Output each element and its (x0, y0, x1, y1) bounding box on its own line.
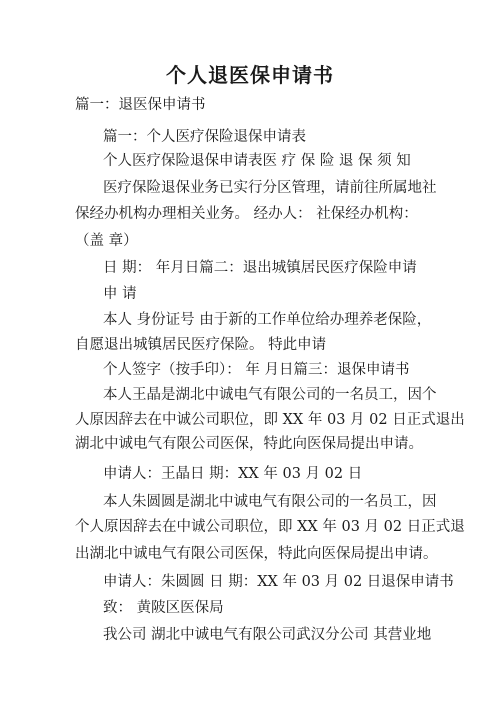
text-line: 申 请 (103, 286, 137, 302)
text-line: 篇一：退医保申请书 (75, 97, 206, 113)
document-title: 个人退医保申请书 (166, 63, 334, 87)
text-line: 本人 身份证号 由于新的工作单位给办理养老保险， (103, 312, 432, 328)
text-line: 我公司 湖北中诚电气有限公司武汉分公司 其营业地 (103, 627, 432, 643)
text-line: 人原因辞去在中诚公司职位，即 XX 年 03 月 02 日正式退出 (75, 412, 465, 428)
text-line: 个人原因辞去在中诚公司职位，即 XX 年 03 月 02 日正式退 (75, 519, 465, 535)
text-line: 日 期： 年月日篇二：退出城镇居民医疗保险申请 (103, 260, 417, 276)
text-line: 篇一：个人医疗保险退保申请表 (103, 129, 306, 145)
text-line: 个人签字（按手印）： 年 月日篇三：退保申请书 (103, 362, 410, 378)
text-line: 致： 黄陂区医保局 (103, 600, 224, 616)
text-line: （盖 章） (75, 233, 138, 249)
text-line: 申请人：朱圆圆 日 期：XX 年 03 月 02 日退保申请书 (103, 574, 454, 590)
text-line: 本人朱圆圆是湖北中诚电气有限公司的一名员工，因 (103, 494, 437, 510)
text-line: 出湖北中诚电气有限公司医保，特此向医保局提出申请。 (75, 546, 438, 562)
text-line: 自愿退出城镇居民医疗保险。 特此申请 (75, 337, 327, 353)
text-line: 湖北中诚电气有限公司医保，特此向医保局提出申请。 (75, 436, 423, 452)
text-line: 个人医疗保险退保申请表医 疗 保 险 退 保 须 知 (103, 153, 411, 169)
text-line: 保经办机构办理相关业务。 经办人： 社保经办机构： (75, 206, 418, 222)
text-line: 申请人：王晶日 期：XX 年 03 月 02 日 (103, 466, 363, 482)
text-line: 本人王晶是湖北中诚电气有限公司的一名员工，因个 (103, 387, 437, 403)
text-line: 医疗保险退保业务已实行分区管理，请前往所属地社 (103, 180, 437, 196)
